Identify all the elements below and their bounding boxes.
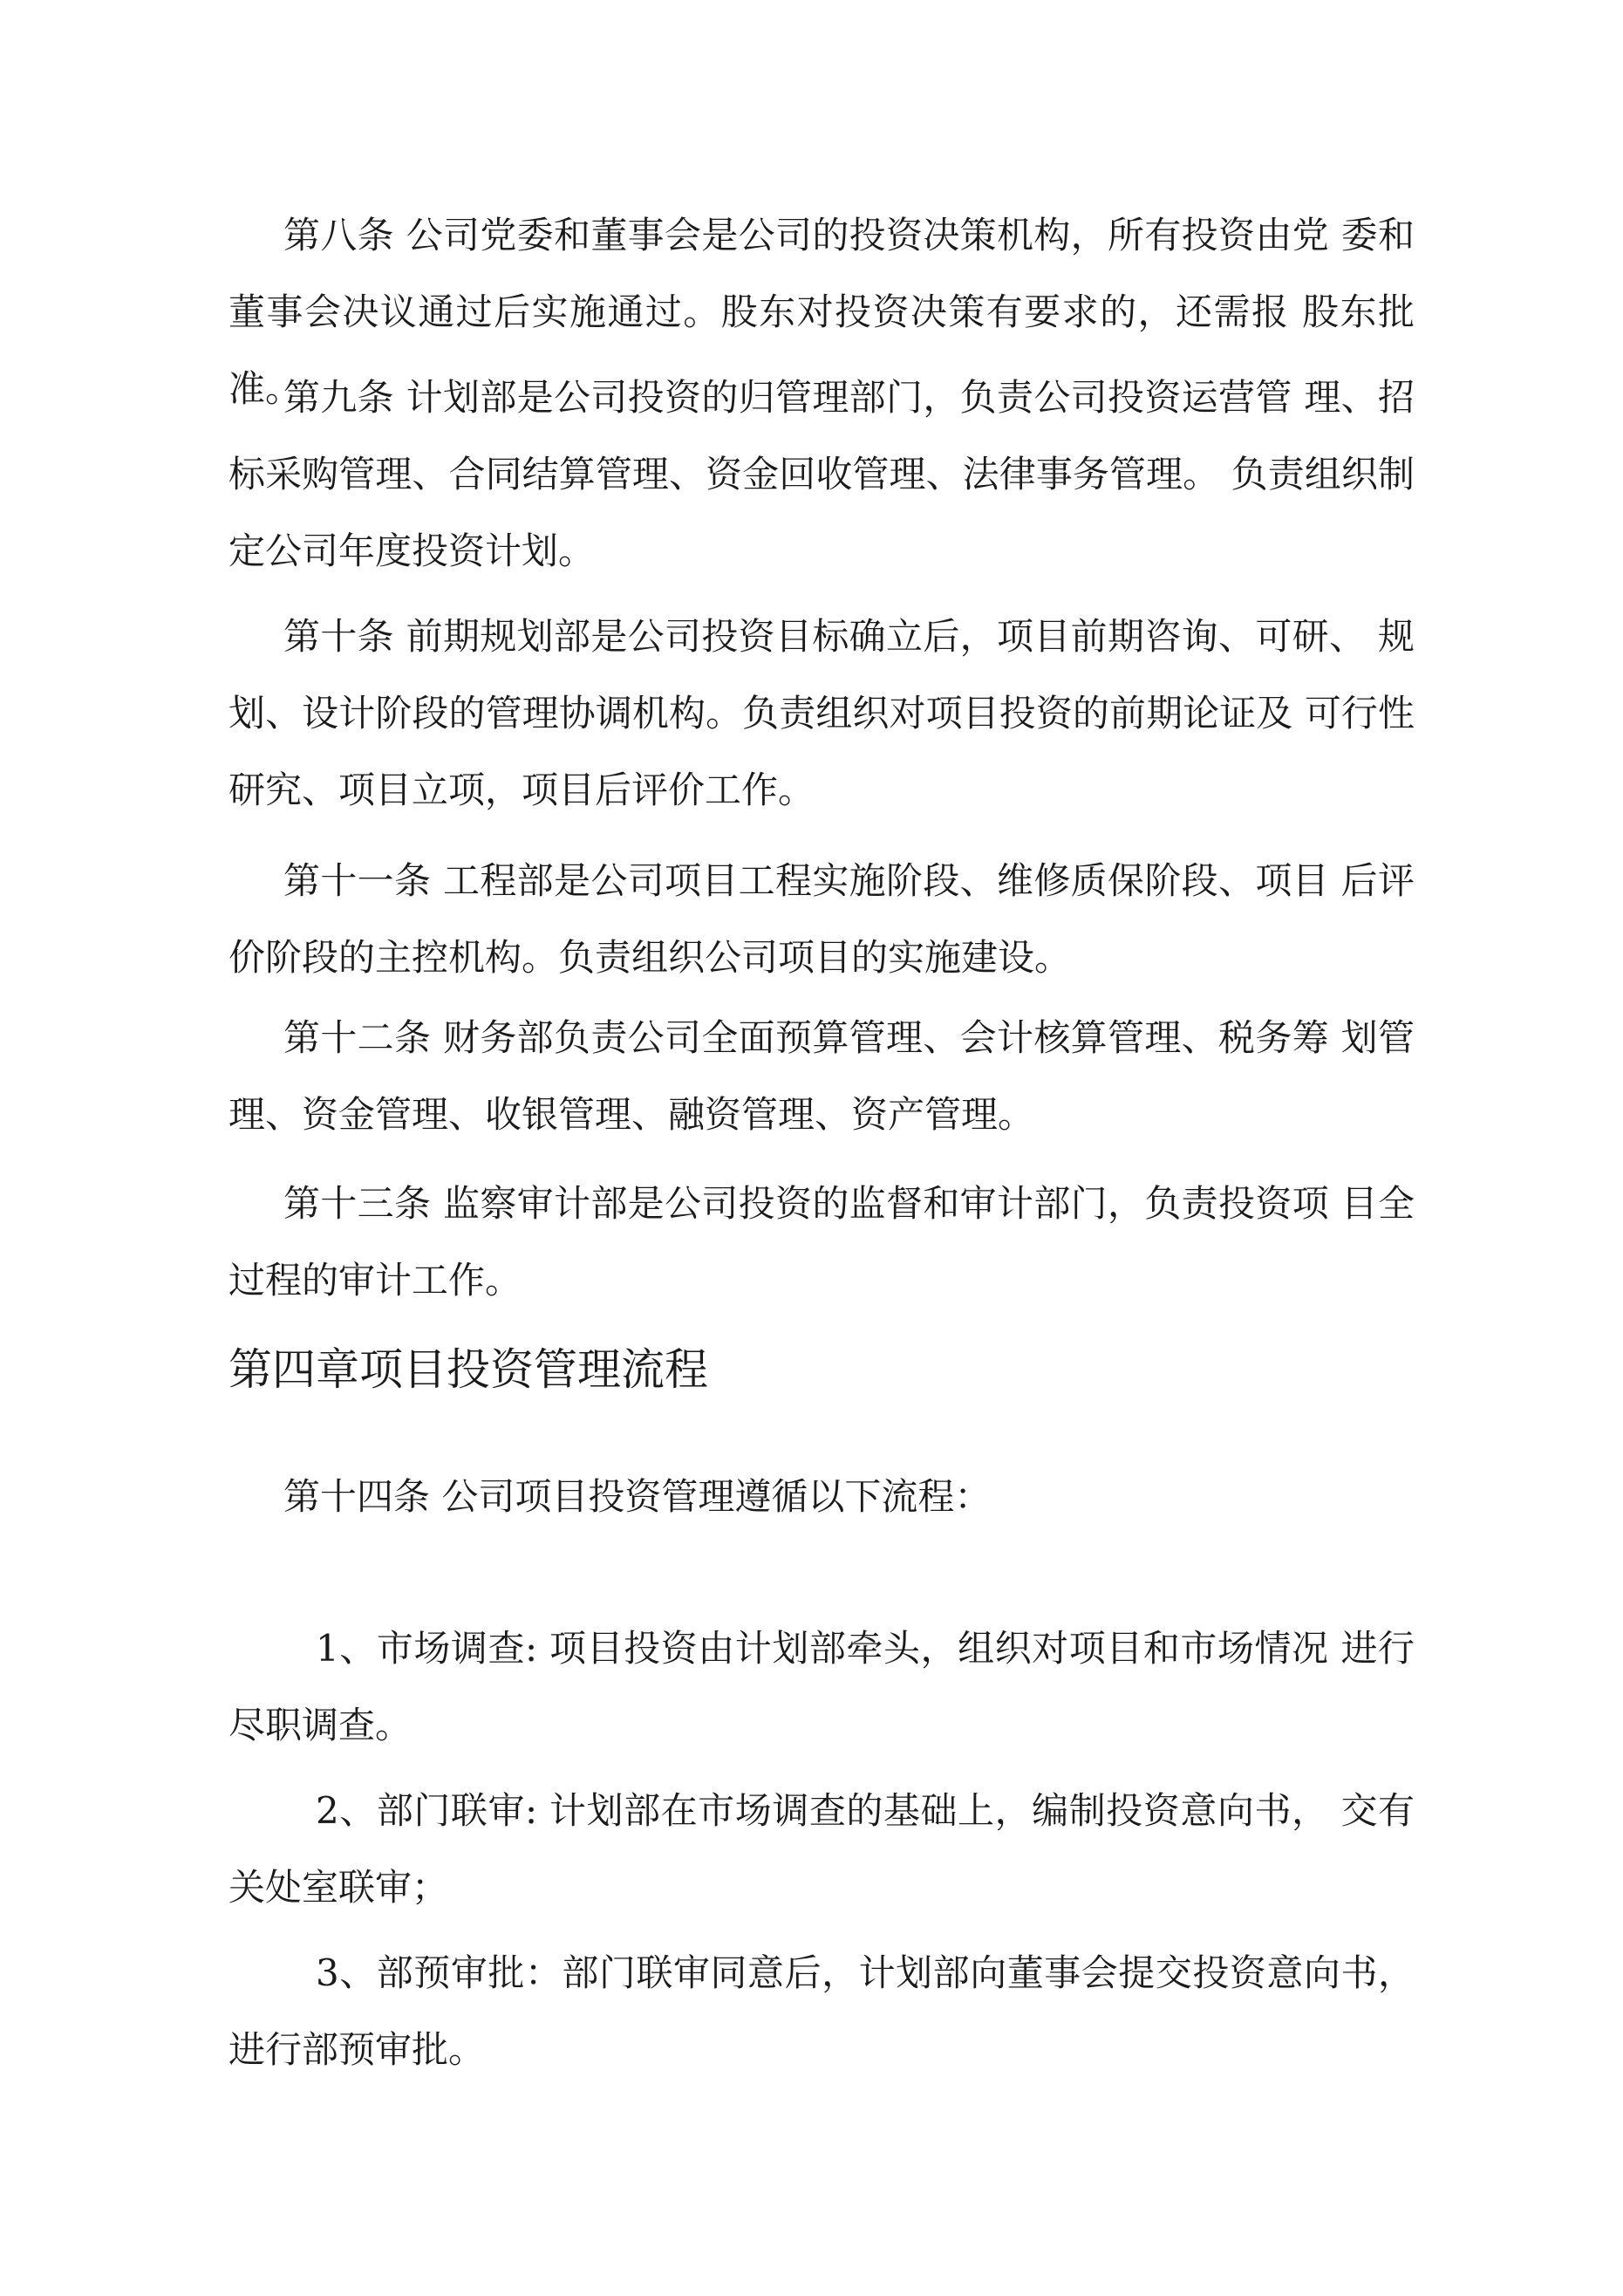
- article-13-paragraph: 第十三条 监察审计部是公司投资的监督和审计部门，负责投资项 目全过程的审计工作。: [228, 1182, 1415, 1302]
- chapter-heading: 第四章项目投资管理流程: [228, 1344, 708, 1395]
- article-10-paragraph: 第十条 前期规划部是公司投资目标确立后，项目前期咨询、可研、 规划、设计阶段的管理协调机构。负责组织对项目投资的前期论证及 可行性研究、项目立项，项目后评价工作。: [228, 615, 1415, 811]
- article-11-paragraph: 第十一条 工程部是公司项目工程实施阶段、维修质保阶段、项目 后评价阶段的主控机构。负责组织公司项目的实施建设。: [228, 859, 1415, 979]
- process-step-2: 2、部门联审: 计划部在市场调查的基础上，编制投资意向书， 交有关处室联审；: [228, 1789, 1415, 1909]
- process-step-1: 1、市场调查: 项目投资由计划部牵头，组织对项目和市场情况 进行尽职调查。: [228, 1627, 1415, 1746]
- article-9-paragraph: 第九条 计划部是公司投资的归管理部门，负责公司投资运营管 理、招标采购管理、合同结算管理、资金回收管理、法律事务管理。 负责组织制定公司年度投资计划。: [228, 376, 1415, 572]
- article-12-paragraph: 第十二条 财务部负责公司全面预算管理、会计核算管理、税务筹 划管理、资金管理、收银管理、融资管理、资产管理。: [228, 1016, 1415, 1136]
- process-step-3: 3、部预审批：部门联审同意后，计划部向董事会提交投资意向书，进行部预审批。: [228, 1951, 1415, 2071]
- article-8-paragraph: 第八条 公司党委和董事会是公司的投资决策机构，所有投资由党 委和董事会决议通过后实施通过。股东对投资决策有要求的，还需报 股东批准。: [228, 214, 1415, 410]
- article-14-paragraph: 第十四条 公司项目投资管理遵循以下流程：: [283, 1475, 992, 1518]
